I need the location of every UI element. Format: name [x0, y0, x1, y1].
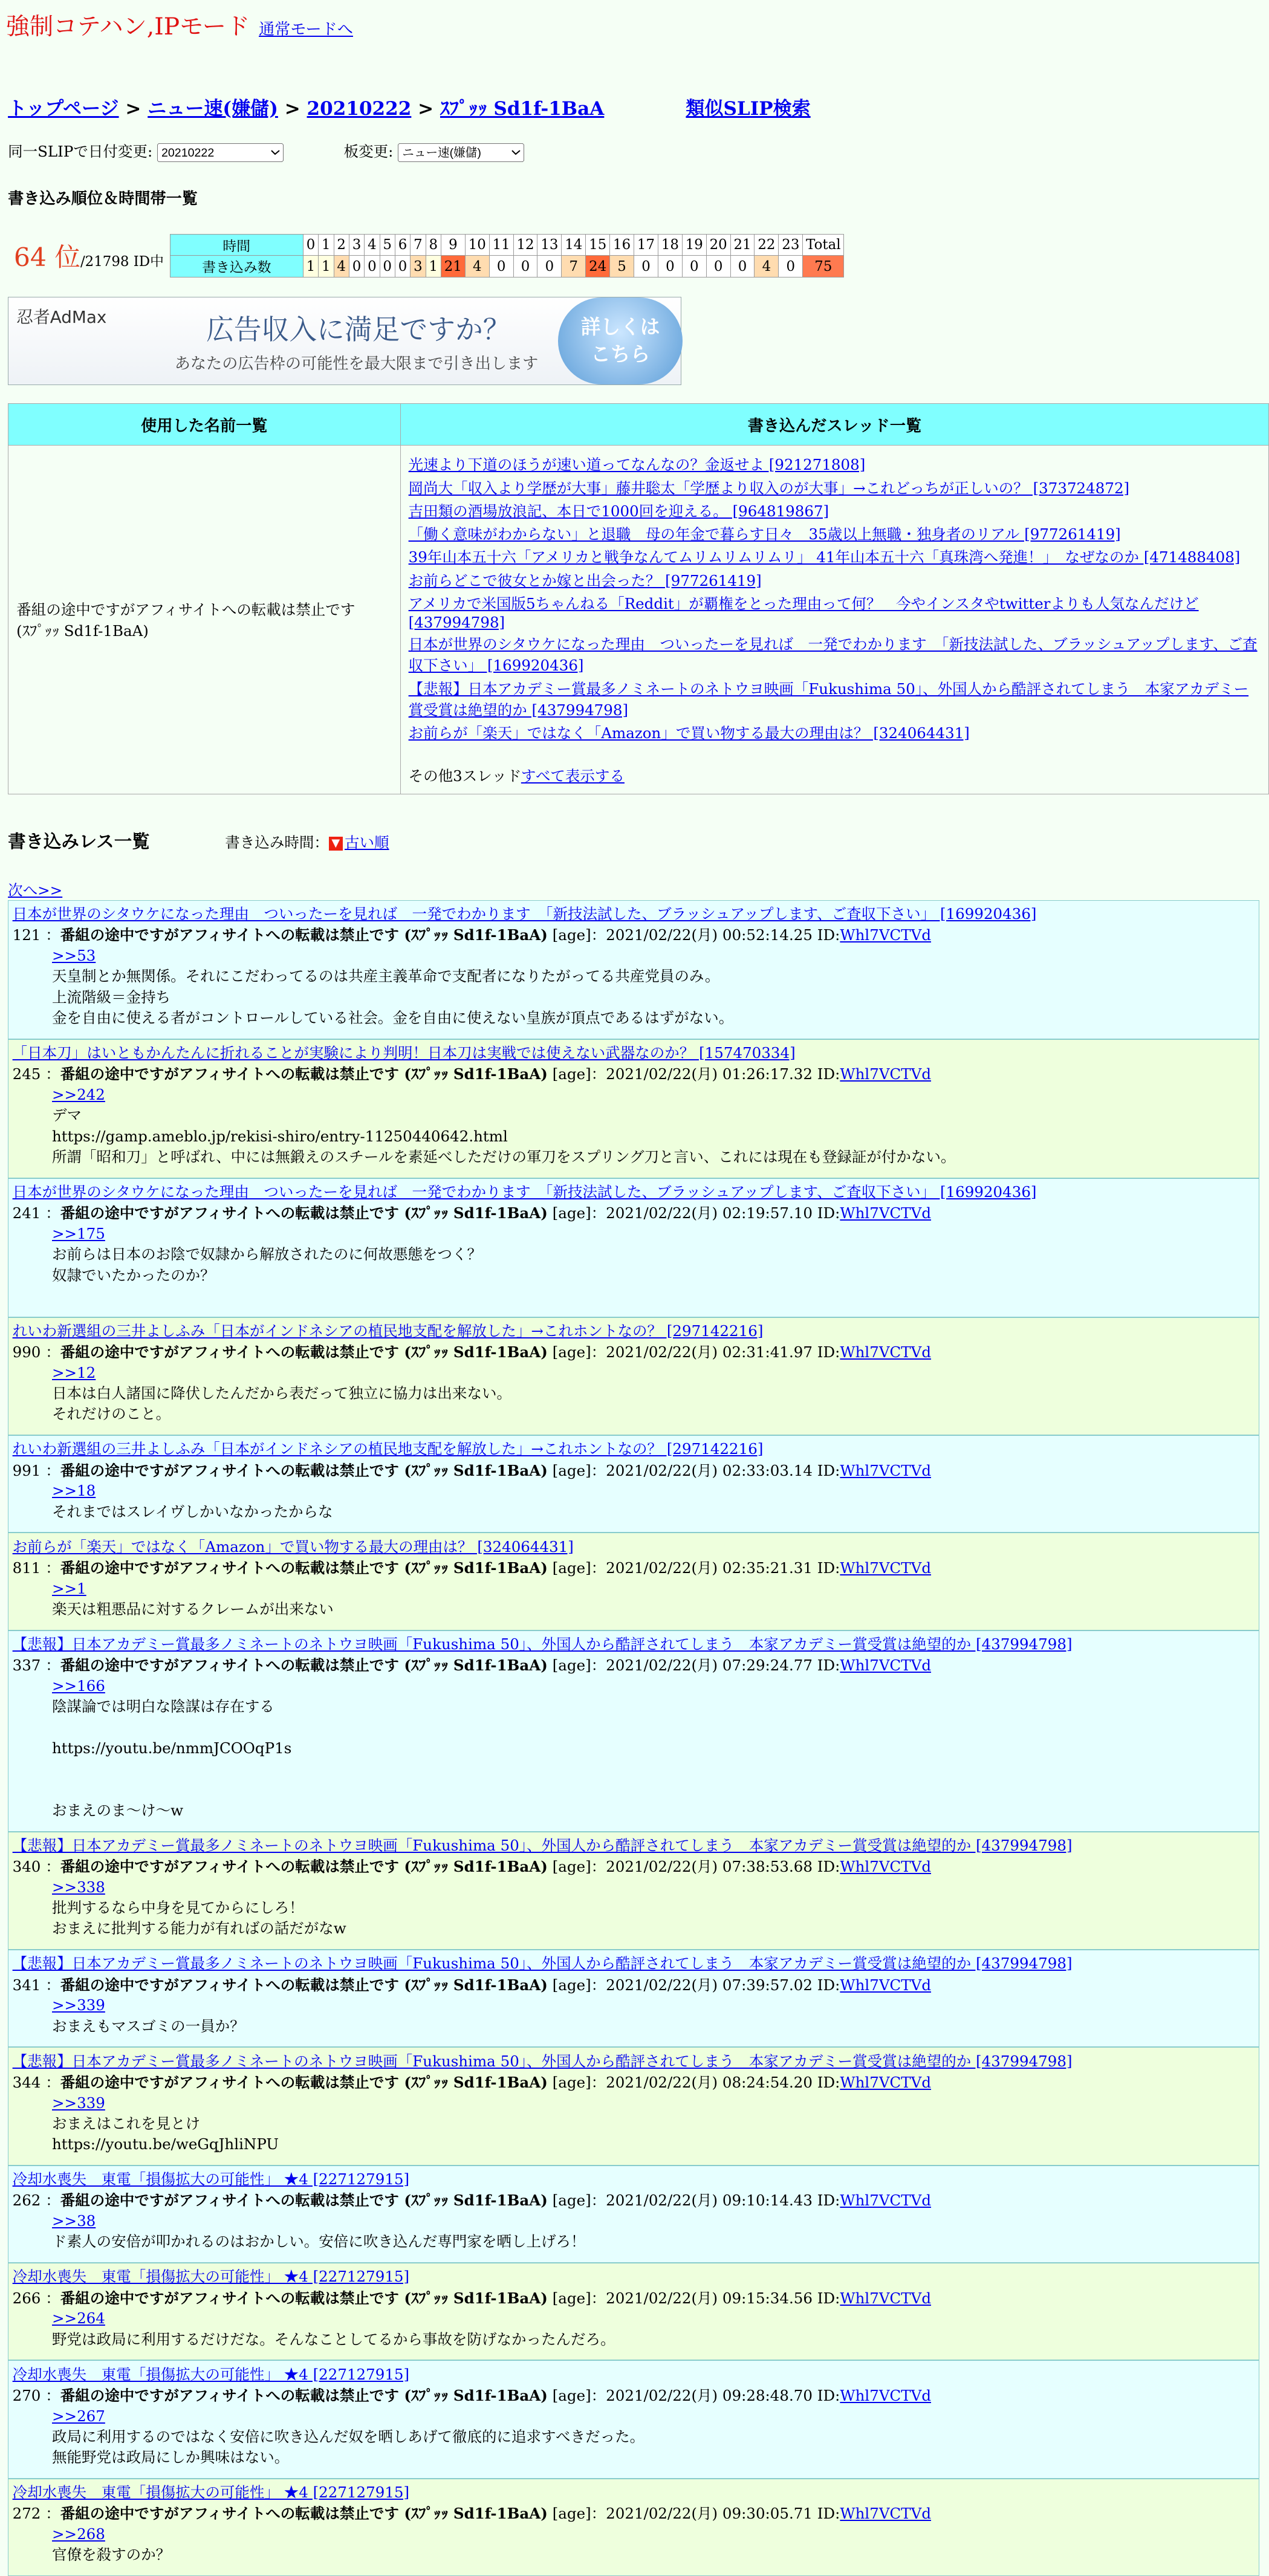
count-cell: 0	[349, 256, 364, 277]
post-meta: [age]：2021/02/22(月) 07:29:24.77 ID:	[552, 1656, 840, 1675]
post-number: 344	[12, 2073, 41, 2091]
post-header: 121 ：番組の途中ですがアフィサイトへの転載は禁止です (ｽﾌﾟｯｯ Sd1f-1BaA) [age]：2021/02/22(月) 00:52:14.25 ID:Whl7VCTVd	[12, 926, 932, 944]
ad-badge-line2: こちら	[591, 343, 651, 366]
post	[8, 1435, 1259, 1533]
post-number: 340	[12, 1858, 41, 1876]
thread-list	[409, 453, 1261, 742]
post-author: 番組の途中ですがアフィサイトへの転載は禁止です (ｽﾌﾟｯｯ Sd1f-1BaA)	[60, 1656, 548, 1675]
post-blank-line	[52, 1286, 1254, 1306]
count-cell: 0	[395, 256, 410, 277]
post-reply-anchor[interactable]: >>38	[52, 2212, 96, 2230]
count-cell: 4	[334, 256, 349, 277]
post-reply-anchor[interactable]: >>264	[52, 2309, 105, 2328]
used-name-cell	[8, 446, 400, 794]
hour-cell: 5	[380, 235, 395, 256]
count-cell: 0	[380, 256, 395, 277]
post-body	[52, 1578, 1254, 1620]
post-body	[52, 1363, 1254, 1425]
post-line: 無能野党は政局にしか興味はない。	[52, 2448, 290, 2467]
ad-title: 広告収入に満足ですか？	[206, 313, 511, 346]
hour-cell: 6	[395, 235, 410, 256]
thread-link[interactable]: 39年山本五十六「アメリカと戦争なんてムリムリムリムリ」 41年山本五十六「真珠湾へ発進！」 なぜなのか [471488408]	[408, 548, 1241, 566]
post-author: 番組の途中ですがアフィサイトへの転載は禁止です (ｽﾌﾟｯｯ Sd1f-1BaA)	[60, 2289, 548, 2307]
thread-link[interactable]: お前らが「楽天」ではなく「Amazon」で買い物する最大の理由は？ [324064431]	[408, 724, 970, 742]
post-number: 990	[12, 1343, 41, 1361]
post	[8, 1832, 1259, 1950]
date-select[interactable]	[157, 143, 284, 162]
thread-item	[409, 546, 1261, 567]
breadcrumb-top[interactable]: トップページ	[8, 98, 119, 120]
post-meta: [age]：2021/02/22(月) 09:30:05.71 ID:	[552, 2505, 840, 2523]
post-thread-link[interactable]: 「日本刀」はいともかんたんに折れることが実験により判明！日本刀は実戦では使えない武器なのか？ [157470334]	[12, 1044, 796, 1062]
sort-down-icon: ▼	[329, 837, 343, 851]
thread-link[interactable]: 「働く意味がわからない」と退職 母の年金で暮らす日々 35歳以上無職・独身者のリアル [977261419]	[408, 525, 1121, 543]
more-threads	[409, 765, 1261, 786]
thread-link[interactable]: お前らどこで彼女とか嫁と出会った？ [977261419]	[408, 571, 762, 589]
normal-mode-link[interactable]: 通常モードへ	[259, 21, 353, 39]
post-body	[52, 2093, 1254, 2155]
post-header: 241 ：番組の途中ですがアフィサイトへの転載は禁止です (ｽﾌﾟｯｯ Sd1f-1BaA) [age]：2021/02/22(月) 02:19:57.10 ID:Whl7VCTVd	[12, 1204, 932, 1222]
hour-cell: 1	[319, 235, 334, 256]
post-reply-anchor[interactable]: >>166	[52, 1676, 105, 1695]
thread-item	[409, 477, 1261, 498]
rank-value: 64 位	[13, 243, 80, 273]
post-header: 344 ：番組の途中ですがアフィサイトへの転載は禁止です (ｽﾌﾟｯｯ Sd1f-1BaA) [age]：2021/02/22(月) 08:24:54.20 ID:Whl7VCTVd	[12, 2073, 932, 2091]
post-line: お前らは日本のお陰で奴隷から解放されたのに何故悪態をつく？	[52, 1245, 482, 1264]
post-line: おまえに批判する能力が有ればの話だがなw	[52, 1919, 346, 1938]
thread-link[interactable]: 岡尚大「収入より学歴が大事」藤井聡太「学歴より収入のが大事」→これどっちが正しいの？ [373724872]	[408, 479, 1130, 497]
thread-link[interactable]: 吉田類の酒場放浪記、本日で1000回を迎える。 [964819867]	[408, 502, 829, 520]
count-cell: 1	[303, 256, 318, 277]
post-body	[52, 2524, 1254, 2566]
sort-controls	[225, 834, 389, 851]
post-meta: [age]：2021/02/22(月) 01:26:17.32 ID:	[552, 1065, 840, 1083]
post	[8, 2263, 1259, 2360]
post-thread-link[interactable]: お前らが「楽天」ではなく「Amazon」で買い物する最大の理由は？ [324064431]	[12, 1537, 574, 1556]
breadcrumb-board[interactable]: ニュー速(嫌儲)	[148, 98, 278, 120]
hour-cell: 8	[426, 235, 441, 256]
count-cell: 1	[426, 256, 441, 277]
post-id-link[interactable]: Whl7VCTVd	[840, 1976, 932, 1994]
post-reply-anchor[interactable]: >>18	[52, 1482, 96, 1500]
next-page-link[interactable]: 次へ>>	[8, 881, 63, 899]
names-col-header: 使用した名前一覧	[8, 403, 400, 446]
post-number: 121	[12, 926, 41, 944]
count-cell: 0	[658, 256, 682, 277]
selector-row	[8, 140, 1269, 163]
post-line: 所謂「昭和刀」と呼ばれ、中には無鍛えのスチールを素延べしただけの軍刀をスプリング刀と言い、これには現在も登録証が付かない。	[52, 1148, 956, 1166]
post-id-link[interactable]: Whl7VCTVd	[840, 1461, 932, 1479]
post-reply-anchor[interactable]: >>339	[52, 1996, 105, 2014]
post-body	[52, 2406, 1254, 2468]
count-cell: 21	[441, 256, 465, 277]
post-header: 272 ：番組の途中ですがアフィサイトへの転載は禁止です (ｽﾌﾟｯｯ Sd1f-1BaA) [age]：2021/02/22(月) 09:30:05.71 ID:Whl7VCTVd	[12, 2505, 932, 2523]
post-header: 341 ：番組の途中ですがアフィサイトへの転載は禁止です (ｽﾌﾟｯｯ Sd1f-1BaA) [age]：2021/02/22(月) 07:39:57.02 ID:Whl7VCTVd	[12, 1976, 932, 1994]
count-cell: 24	[586, 256, 610, 277]
post-thread-link[interactable]: 【悲報】日本アカデミー賞最多ノミネートのネトウヨ映画「Fukushima 50」、外国人から酷評されてしまう 本家アカデミー賞受賞は絶望的か [437994798]	[12, 1635, 1073, 1653]
post	[8, 2047, 1259, 2166]
post-id-link[interactable]: Whl7VCTVd	[840, 1559, 932, 1577]
ad-banner[interactable]	[8, 297, 681, 385]
post-thread-link[interactable]: 冷却水喪失 東電「損傷拡大の可能性」 ★4 [227127915]	[12, 2170, 410, 2188]
post-thread-link[interactable]: 【悲報】日本アカデミー賞最多ノミネートのネトウヨ映画「Fukushima 50」、外国人から酷評されてしまう 本家アカデミー賞受賞は絶望的か [437994798]	[12, 1955, 1073, 1973]
threads-col-header: 書き込んだスレッド一覧	[400, 403, 1269, 446]
hour-cell: 19	[682, 235, 706, 256]
post-header: 337 ：番組の途中ですがアフィサイトへの転載は禁止です (ｽﾌﾟｯｯ Sd1f-1BaA) [age]：2021/02/22(月) 07:29:24.77 ID:Whl7VCTVd	[12, 1656, 932, 1675]
post-reply-anchor[interactable]: >>268	[52, 2525, 105, 2543]
post-author: 番組の途中ですがアフィサイトへの転載は禁止です (ｽﾌﾟｯｯ Sd1f-1BaA)	[60, 1065, 548, 1083]
post-reply-anchor[interactable]: >>338	[52, 1878, 105, 1896]
post-id-link[interactable]: Whl7VCTVd	[840, 926, 932, 944]
time-label: 時間	[170, 235, 303, 256]
hour-cell: 2	[334, 235, 349, 256]
post-blank-line	[52, 1780, 1254, 1800]
post-body	[52, 1224, 1254, 1306]
posts-heading-row	[8, 828, 1269, 853]
post-thread-link[interactable]: 冷却水喪失 東電「損傷拡大の可能性」 ★4 [227127915]	[12, 2268, 410, 2286]
post-meta: [age]：2021/02/22(月) 02:33:03.14 ID:	[552, 1461, 840, 1479]
thread-link[interactable]: アメリカで米国版5ちゃんねる「Reddit」が覇権をとった理由って何？ 今やインスタやtwitterよりも人気なんだけど [437994798]	[408, 595, 1199, 631]
hour-cell: 11	[489, 235, 513, 256]
post-thread-link[interactable]: 冷却水喪失 東電「損傷拡大の可能性」 ★4 [227127915]	[12, 2365, 410, 2383]
post-id-link[interactable]: Whl7VCTVd	[840, 1656, 932, 1675]
count-cell: 5	[610, 256, 634, 277]
post-body	[52, 1481, 1254, 1522]
post	[8, 1178, 1259, 1317]
post-thread-link[interactable]: 【悲報】日本アカデミー賞最多ノミネートのネトウヨ映画「Fukushima 50」、外国人から酷評されてしまう 本家アカデミー賞受賞は絶望的か [437994798]	[12, 2052, 1073, 2070]
show-all-threads-link[interactable]: すべて表示する	[521, 767, 625, 785]
ranking-heading: 書き込み順位＆時間帯一覧	[8, 189, 198, 208]
hour-cell: 22	[755, 235, 779, 256]
post-body	[52, 1995, 1254, 2037]
hour-cell: 14	[562, 235, 586, 256]
post-thread-link[interactable]: 日本が世界のシタウケになった理由 ついったーを見れば 一発でわかります 「新技法試した、ブラッシュアップします、ご査収下さい」 [169920436]	[12, 1183, 1037, 1201]
ranking-table	[8, 234, 844, 277]
thread-item	[409, 453, 1261, 475]
count-label: 書き込み数	[170, 256, 303, 277]
breadcrumb-date[interactable]: 20210222	[307, 98, 412, 120]
post-line: おまえはこれを見とけ	[52, 2114, 201, 2132]
count-cell: 0	[513, 256, 537, 277]
post-body	[52, 2211, 1254, 2253]
post-reply-anchor[interactable]: >>242	[52, 1086, 105, 1104]
post-id-link[interactable]: Whl7VCTVd	[840, 2505, 932, 2523]
count-cell: 4	[755, 256, 779, 277]
post-header: 991 ：番組の途中ですがアフィサイトへの転載は禁止です (ｽﾌﾟｯｯ Sd1f-1BaA) [age]：2021/02/22(月) 02:33:03.14 ID:Whl7VCTVd	[12, 1461, 932, 1479]
used-name-slip: (ｽﾌﾟｯｯ Sd1f-1BaA)	[16, 622, 149, 640]
thread-item	[409, 722, 1261, 743]
post-header: 990 ：番組の途中ですがアフィサイトへの転載は禁止です (ｽﾌﾟｯｯ Sd1f-1BaA) [age]：2021/02/22(月) 02:31:41.97 ID:Whl7VCTVd	[12, 1343, 932, 1361]
post-reply-anchor[interactable]: >>267	[52, 2407, 105, 2425]
thread-link[interactable]: 【悲報】日本アカデミー賞最多ノミネートのネトウヨ映画「Fukushima 50」、外国人から酷評されてしまう 本家アカデミー賞受賞は絶望的か [437994798]	[408, 680, 1249, 719]
post-id-link[interactable]: Whl7VCTVd	[840, 2073, 932, 2091]
post-id-link[interactable]: Whl7VCTVd	[840, 1065, 932, 1083]
hour-cell: 16	[610, 235, 634, 256]
post	[8, 1630, 1259, 1832]
post-meta: [age]：2021/02/22(月) 07:38:53.68 ID:	[552, 1858, 840, 1876]
post-id-link[interactable]: Whl7VCTVd	[840, 2289, 932, 2307]
post-author: 番組の途中ですがアフィサイトへの転載は禁止です (ｽﾌﾟｯｯ Sd1f-1BaA)	[60, 2192, 548, 2210]
post-line: ド素人の安倍が叩かれるのはおかしい。安倍に吹き込んだ専門家を晒し上げろ！	[52, 2233, 586, 2251]
hour-cell: 12	[513, 235, 537, 256]
post-line: 陰謀論では明白な陰謀は存在する	[52, 1698, 274, 1716]
count-cell: 7	[562, 256, 586, 277]
thread-item	[409, 678, 1261, 720]
post-line: デマ	[52, 1106, 82, 1124]
post-line: 天皇制とか無関係。それにこだわってるのは共産主義革命で支配者になりたがってる共産党員のみ。	[52, 967, 720, 985]
post-id-link[interactable]: Whl7VCTVd	[840, 1204, 932, 1222]
post-line: 野党は政局に利用するだけだな。そんなことしてるから事故を防げなかったんだろ。	[52, 2330, 615, 2348]
breadcrumb-slip[interactable]: ｽﾌﾟｯｯ Sd1f-1BaA	[440, 98, 605, 120]
post-number: 991	[12, 1461, 41, 1479]
post-line: 金を自由に使える者がコントロールしている社会。金を自由に使えない皇族が頂点であるはずがない。	[52, 1009, 734, 1027]
ad-badge-line1: 詳しくは	[580, 315, 660, 339]
post-header: 340 ：番組の途中ですがアフィサイトへの転載は禁止です (ｽﾌﾟｯｯ Sd1f-1BaA) [age]：2021/02/22(月) 07:38:53.68 ID:Whl7VCTVd	[12, 1858, 932, 1876]
post-thread-link[interactable]: れいわ新選組の三井よしふみ「日本がインドネシアの植民地支配を解放した」→これホントなの？ [297142216]	[12, 1322, 764, 1340]
post-thread-link[interactable]: れいわ新選組の三井よしふみ「日本がインドネシアの植民地支配を解放した」→これホントなの？ [297142216]	[12, 1440, 764, 1458]
sort-label: 書き込み時間：	[225, 834, 329, 852]
hour-cell: 23	[779, 235, 803, 256]
breadcrumb-sep: >	[418, 98, 434, 120]
hour-cell: Total	[803, 235, 844, 256]
ad-details-badge[interactable]	[558, 297, 683, 384]
post-header: 245 ：番組の途中ですがアフィサイトへの転載は禁止です (ｽﾌﾟｯｯ Sd1f-1BaA) [age]：2021/02/22(月) 01:26:17.32 ID:Whl7VCTVd	[12, 1065, 932, 1083]
post-header: 811 ：番組の途中ですがアフィサイトへの転載は禁止です (ｽﾌﾟｯｯ Sd1f-1BaA) [age]：2021/02/22(月) 02:35:21.31 ID:Whl7VCTVd	[12, 1559, 932, 1577]
hour-cell: 15	[586, 235, 610, 256]
breadcrumb	[8, 93, 1269, 120]
count-cell: 0	[706, 256, 730, 277]
ad-subtitle: あなたの広告枠の可能性を最大限まで引き出します	[174, 354, 539, 373]
post-author: 番組の途中ですがアフィサイトへの転載は禁止です (ｽﾌﾟｯｯ Sd1f-1BaA)	[60, 1204, 548, 1222]
breadcrumb-sep: >	[284, 98, 300, 120]
hour-cell: 21	[730, 235, 755, 256]
hour-cell: 0	[303, 235, 318, 256]
count-cell: 75	[803, 256, 844, 277]
count-cell: 0	[730, 256, 755, 277]
hour-cell: 9	[441, 235, 465, 256]
post-line: それだけのこと。	[52, 1405, 171, 1423]
post-number: 266	[12, 2289, 41, 2307]
hour-cell: 7	[411, 235, 426, 256]
thread-link[interactable]: 光速より下道のほうが速い道ってなんなの？金返せよ [921271808]	[408, 456, 866, 474]
post-author: 番組の途中ですがアフィサイトへの転載は禁止です (ｽﾌﾟｯｯ Sd1f-1BaA)	[60, 1343, 548, 1361]
post-number: 341	[12, 1976, 41, 1994]
hour-cell: 18	[658, 235, 682, 256]
board-select[interactable]	[398, 143, 524, 162]
thread-item	[409, 592, 1261, 631]
post-header: 262 ：番組の途中ですがアフィサイトへの転載は禁止です (ｽﾌﾟｯｯ Sd1f-1BaA) [age]：2021/02/22(月) 09:10:14.43 ID:Whl7VCTVd	[12, 2192, 932, 2210]
post-blank-line	[52, 1759, 1254, 1779]
post-body	[52, 1877, 1254, 1939]
post-line: 楽天は粗悪品に対するクレームが出来ない	[52, 1600, 334, 1618]
board-select-label: 板変更:	[343, 142, 394, 160]
thread-item	[409, 569, 1261, 591]
post-thread-link[interactable]: 【悲報】日本アカデミー賞最多ノミネートのネトウヨ映画「Fukushima 50」、外国人から酷評されてしまう 本家アカデミー賞受賞は絶望的か [437994798]	[12, 1836, 1073, 1854]
post-body	[52, 946, 1254, 1028]
post-line: 官僚を殺すのか？	[52, 2546, 171, 2564]
post-meta: [age]：2021/02/22(月) 02:19:57.10 ID:	[552, 1204, 840, 1222]
post-thread-link[interactable]: 日本が世界のシタウケになった理由 ついったーを見れば 一発でわかります 「新技法試した、ブラッシュアップします、ご査収下さい」 [169920436]	[12, 905, 1037, 923]
count-cell: 4	[465, 256, 489, 277]
post-reply-anchor[interactable]: >>12	[52, 1363, 96, 1381]
post-header: 266 ：番組の途中ですがアフィサイトへの転載は禁止です (ｽﾌﾟｯｯ Sd1f-1BaA) [age]：2021/02/22(月) 09:15:34.56 ID:Whl7VCTVd	[12, 2289, 932, 2307]
date-select-label: 同一SLIPで日付変更:	[8, 142, 153, 160]
post-number: 337	[12, 1656, 41, 1675]
post-blank-line	[52, 1718, 1254, 1738]
post-meta: [age]：2021/02/22(月) 09:15:34.56 ID:	[552, 2289, 840, 2307]
post	[8, 1317, 1259, 1436]
post	[8, 2360, 1259, 2479]
rank-cell	[8, 235, 170, 277]
post-author: 番組の途中ですがアフィサイトへの転載は禁止です (ｽﾌﾟｯｯ Sd1f-1BaA)	[60, 2505, 548, 2523]
names-threads-table	[8, 403, 1269, 794]
sort-oldest-link[interactable]: 古い順	[345, 834, 389, 852]
post-author: 番組の途中ですがアフィサイトへの転載は禁止です (ｽﾌﾟｯｯ Sd1f-1BaA)	[60, 1461, 548, 1479]
thread-item	[409, 500, 1261, 521]
post-meta: [age]：2021/02/22(月) 07:39:57.02 ID:	[552, 1976, 840, 1994]
hour-cell: 20	[706, 235, 730, 256]
count-cell: 0	[489, 256, 513, 277]
post	[8, 1039, 1259, 1178]
post-line: おまえのま～け～w	[52, 1801, 184, 1819]
post-number: 272	[12, 2505, 41, 2523]
more-threads-text: その他3スレッド	[408, 767, 521, 785]
post-reply-anchor[interactable]: >>339	[52, 2094, 105, 2112]
top-bar	[0, 0, 1269, 42]
posts-heading: 書き込みレス一覧	[8, 831, 150, 852]
post-line: https://gamp.ameblo.jp/rekisi-shiro/entry-11250440642.html	[52, 1127, 508, 1145]
post-body	[52, 2308, 1254, 2350]
post-reply-anchor[interactable]: >>1	[52, 1579, 86, 1597]
post-meta: [age]：2021/02/22(月) 08:24:54.20 ID:	[552, 2073, 840, 2091]
post-line: 政局に利用するのではなく安倍に吹き込んだ奴を晒しあげて徹底的に追求すべきだった。	[52, 2427, 645, 2445]
count-cell: 1	[319, 256, 334, 277]
post-line: 批判するなら中身を見てからにしろ！	[52, 1899, 304, 1917]
post-meta: [age]：2021/02/22(月) 09:10:14.43 ID:	[552, 2192, 840, 2210]
breadcrumb-sep: >	[125, 98, 141, 120]
post-number: 262	[12, 2192, 41, 2210]
post	[8, 900, 1259, 1039]
post-author: 番組の途中ですがアフィサイトへの転載は禁止です (ｽﾌﾟｯｯ Sd1f-1BaA)	[60, 1858, 548, 1876]
post-id-link[interactable]: Whl7VCTVd	[840, 2386, 932, 2404]
post-line: 奴隷でいたかったのか？	[52, 1266, 215, 1284]
post	[8, 2166, 1259, 2263]
posts-list	[0, 900, 1269, 2576]
count-cell: 0	[537, 256, 562, 277]
post-line: 日本は白人諸国に降伏したんだから表だって独立に協力は出来ない。	[52, 1384, 511, 1403]
post-thread-link[interactable]: 冷却水喪失 東電「損傷拡大の可能性」 ★4 [227127915]	[12, 2484, 410, 2502]
post-id-link[interactable]: Whl7VCTVd	[840, 2192, 932, 2210]
post-line: https://youtu.be/nmmJCOOqP1s	[52, 1739, 292, 1757]
site-brand: 強制コテハン,IPモード	[5, 13, 250, 41]
count-cell: 0	[682, 256, 706, 277]
post-number: 245	[12, 1065, 41, 1083]
hour-cell: 4	[365, 235, 380, 256]
threads-cell	[400, 446, 1269, 794]
post	[8, 2479, 1259, 2576]
hour-cell: 13	[537, 235, 562, 256]
count-cell: 0	[365, 256, 380, 277]
post-meta: [age]：2021/02/22(月) 00:52:14.25 ID:	[552, 926, 840, 944]
post-number: 270	[12, 2386, 41, 2404]
post-meta: [age]：2021/02/22(月) 02:31:41.97 ID:	[552, 1343, 840, 1361]
rank-total: /21798 ID中	[80, 254, 164, 270]
post-line: 上流階級＝金持ち	[52, 988, 171, 1006]
post-reply-anchor[interactable]: >>53	[52, 947, 96, 965]
post-author: 番組の途中ですがアフィサイトへの転載は禁止です (ｽﾌﾟｯｯ Sd1f-1BaA)	[60, 1559, 548, 1577]
post-meta: [age]：2021/02/22(月) 02:35:21.31 ID:	[552, 1559, 840, 1577]
count-cell: 0	[779, 256, 803, 277]
count-cell: 0	[634, 256, 658, 277]
count-cell: 3	[411, 256, 426, 277]
post-author: 番組の途中ですがアフィサイトへの転載は禁止です (ｽﾌﾟｯｯ Sd1f-1BaA)	[60, 2386, 548, 2404]
post-author: 番組の途中ですがアフィサイトへの転載は禁止です (ｽﾌﾟｯｯ Sd1f-1BaA)	[60, 926, 548, 944]
post-number: 811	[12, 1559, 41, 1577]
similar-slip-search-link[interactable]: 類似SLIP検索	[686, 98, 811, 120]
post-meta: [age]：2021/02/22(月) 09:28:48.70 ID:	[552, 2386, 840, 2404]
post-author: 番組の途中ですがアフィサイトへの転載は禁止です (ｽﾌﾟｯｯ Sd1f-1BaA)	[60, 2073, 548, 2091]
hour-cell: 17	[634, 235, 658, 256]
post-header: 270 ：番組の途中ですがアフィサイトへの転載は禁止です (ｽﾌﾟｯｯ Sd1f-1BaA) [age]：2021/02/22(月) 09:28:48.70 ID:Whl7VCTVd	[12, 2386, 932, 2404]
post-line: おまえもマスゴミの一員か？	[52, 2017, 245, 2035]
post-number: 241	[12, 1204, 41, 1222]
post-id-link[interactable]: Whl7VCTVd	[840, 1858, 932, 1876]
ad-logo: 忍者AdMax	[16, 307, 107, 328]
hour-cell: 3	[349, 235, 364, 256]
post-author: 番組の途中ですがアフィサイトへの転載は禁止です (ｽﾌﾟｯｯ Sd1f-1BaA)	[60, 1976, 548, 1994]
hour-cell: 10	[465, 235, 489, 256]
next-page-row	[8, 879, 1269, 900]
used-name: 番組の途中ですがアフィサイトへの転載は禁止です	[16, 601, 355, 619]
post-body	[52, 1676, 1254, 1821]
post-body	[52, 1085, 1254, 1167]
post-line: それまではスレイヴしかいなかったからな	[52, 1502, 333, 1520]
post-line: https://youtu.be/weGqJhliNPU	[52, 2135, 279, 2153]
post	[8, 1533, 1259, 1630]
post-id-link[interactable]: Whl7VCTVd	[840, 1343, 932, 1361]
thread-link[interactable]: 日本が世界のシタウケになった理由 ついったーを見れば 一発でわかります 「新技法試した、ブラッシュアップします、ご査収下さい」 [169920436]	[408, 635, 1258, 675]
thread-item	[409, 633, 1261, 675]
post-reply-anchor[interactable]: >>175	[52, 1224, 105, 1242]
thread-item	[409, 523, 1261, 544]
post	[8, 1950, 1259, 2047]
